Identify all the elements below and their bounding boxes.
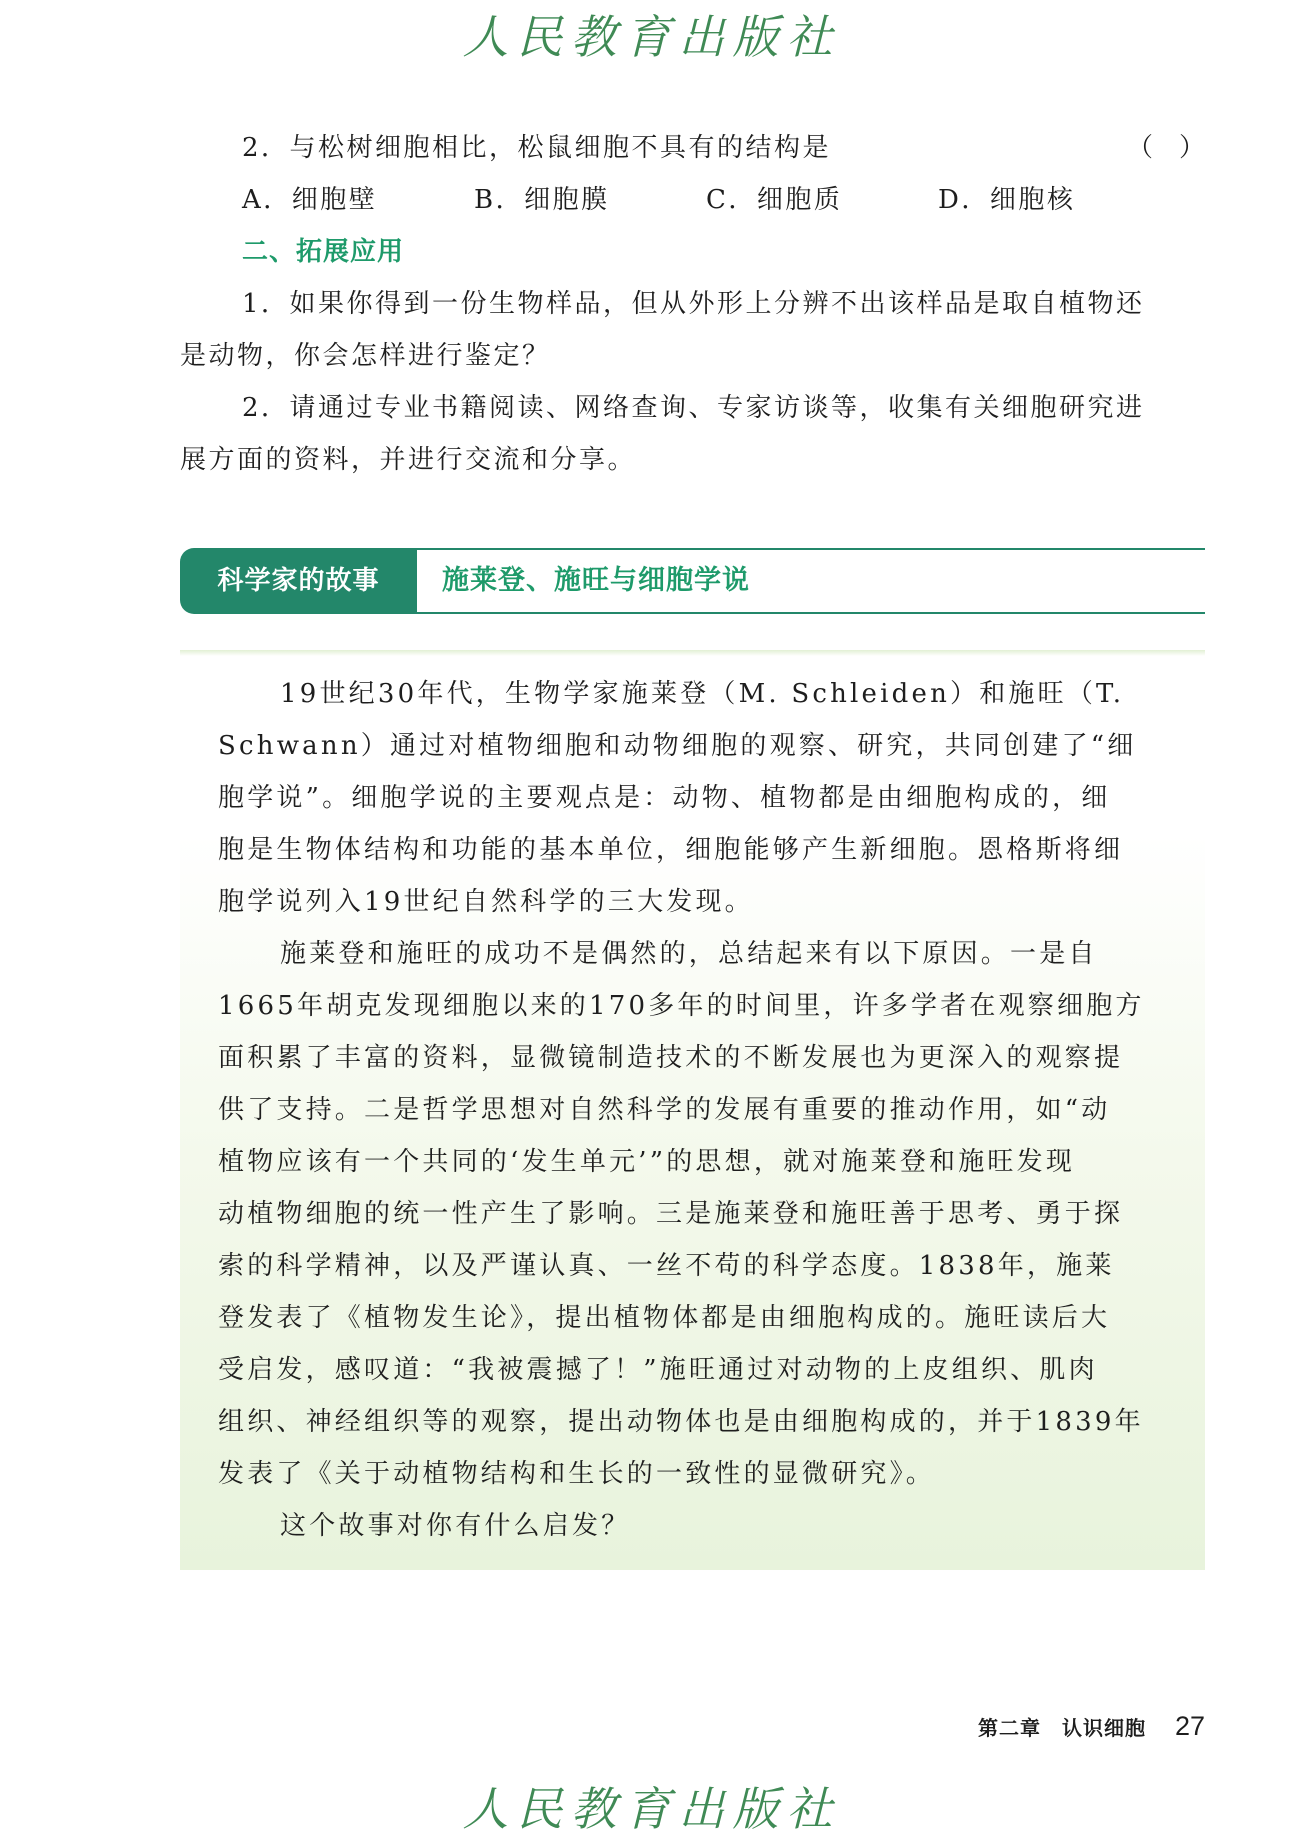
story-text [218,668,1168,1552]
story-para1-line: Schwann）通过对植物细胞和动物细胞的观察、研究，共同创建了“细 [218,731,1137,761]
story-para2-line: 供了支持。二是哲学思想对自然科学的发展有重要的推动作用，如“动 [218,1095,1111,1125]
story-para2-line: 索的科学精神，以及严谨认真、一丝不苟的科学态度。1838年，施莱 [218,1251,1115,1281]
extension-q1-line: 是动物，你会怎样进行鉴定？ [180,341,551,371]
story-para3: 这个故事对你有什么启发？ [280,1511,631,1541]
story-para2-line: 面积累了丰富的资料，显微镜制造技术的不断发展也为更深入的观察提 [218,1043,1124,1073]
question-2-options [180,174,1205,226]
story-header [180,548,1205,614]
story-para2-line: 受启发，感叹道：“我被震撼了！”施旺通过对动物的上皮组织、肌肉 [218,1355,1098,1385]
story-para1-line: 胞学说”。细胞学说的主要观点是：动物、植物都是由细胞构成的，细 [218,783,1111,813]
question-2-stem: 2．与松树细胞相比，松鼠细胞不具有的结构是 [242,133,832,163]
story-tab-label: 科学家的故事 [180,548,417,614]
exercise-section [180,122,1205,486]
extension-q2-line: 展方面的资料，并进行交流和分享。 [180,445,637,475]
question-2 [180,122,1205,174]
story-para2-line: 1665年胡克发现细胞以来的170多年的时间里，许多学者在观察细胞方 [218,991,1145,1021]
chapter-title: 第二章 认识细胞 [977,1716,1146,1740]
story-para2-line: 组织、神经组织等的观察，提出动物体也是由细胞构成的，并于1839年 [218,1407,1144,1437]
story-para1-line: 胞学说列入19世纪自然科学的三大发现。 [218,887,754,917]
story-para2-line: 施莱登和施旺的成功不是偶然的，总结起来有以下原因。一是自 [280,939,1098,969]
answer-bracket: （ ） [1126,133,1205,163]
story-para1-line: 19世纪30年代，生物学家施莱登（M. Schleiden）和施旺（T. [280,679,1125,709]
option-b: B．细胞膜 [474,185,610,215]
option-d: D．细胞核 [938,185,1076,215]
extension-q1-line: 1．如果你得到一份生物样品，但从外形上分辨不出该样品是取自植物还 [242,289,1145,319]
story-para1-line: 胞是生物体结构和功能的基本单位，细胞能够产生新细胞。恩格斯将细 [218,835,1124,865]
option-c: C．细胞质 [706,185,843,215]
page-number: 27 [1174,1711,1205,1741]
story-title: 施莱登、施旺与细胞学说 [442,565,750,596]
option-a: A．细胞壁 [242,185,378,215]
section-title-extension: 二、拓展应用 [242,237,405,267]
story-box-top-edge [180,650,1205,656]
story-box [180,650,1205,1570]
story-para2-line: 发表了《关于动植物结构和生长的一致性的显微研究》。 [218,1459,936,1489]
story-para2-line: 植物应该有一个共同的‘发生单元’”的思想，就对施莱登和施旺发现 [218,1147,1076,1177]
page-footer [978,1708,1205,1747]
story-para2-line: 登发表了《植物发生论》，提出植物体都是由细胞构成的。施旺读后大 [218,1303,1111,1333]
extension-q2-line: 2．请通过专业书籍阅读、网络查询、专家访谈等，收集有关细胞研究进 [242,393,1145,423]
publisher-logo-bottom: 人民教育出版社 [462,1782,841,1836]
story-para2-line: 动植物细胞的统一性产生了影响。三是施莱登和施旺善于思考、勇于探 [218,1199,1124,1229]
publisher-logo-top: 人民教育出版社 [462,10,841,64]
